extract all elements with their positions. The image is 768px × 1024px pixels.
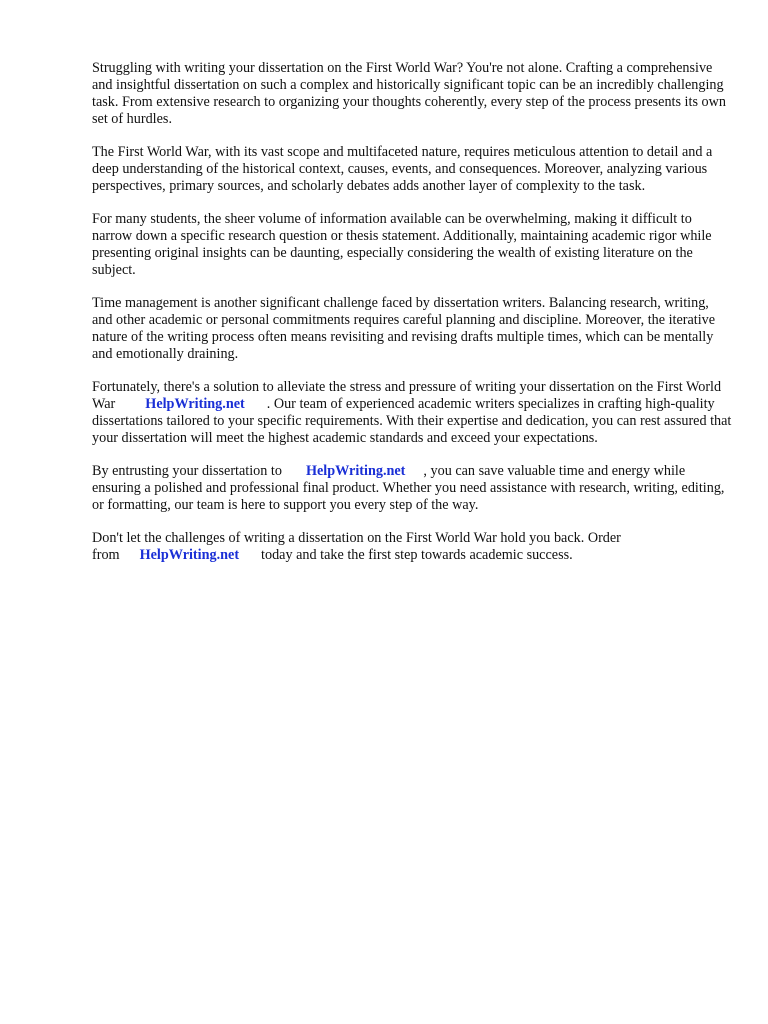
paragraph-closing (92, 530, 732, 564)
helpwriting-link[interactable]: HelpWriting.net (139, 547, 240, 563)
document-page (92, 60, 732, 580)
paragraph-entrust-text-start: By entrusting your dissertation to (92, 463, 282, 479)
paragraph-volume: For many students, the sheer volume of information available can be overwhelming, making it difficult to narrow down a specific research question or thesis statement. Additionally, maintaining academic rigor while presenting original insights can be daunting, especially considering the wealth of existing literature on the subject. (92, 211, 712, 278)
paragraph-closing-text-end: today and take the first step towards academic success. (261, 547, 573, 563)
paragraph-closing-text-start: Don't let the challenges of writing a dissertation on the First World War hold you back. Order from (92, 530, 621, 563)
paragraph-solution-text-end: . Our team of experienced academic writers specializes in crafting high-quality dissertations tailored to your specific requirements. With their expertise and dedication, you can rest assured that your dissertation will meet the highest academic standards and exceed your expectations. (92, 396, 732, 446)
paragraph-entrust (92, 463, 732, 514)
paragraph-intro: Struggling with writing your dissertation on the First World War? You're not alone. Crafting a comprehensive and insightful dissertation on such a complex and historically significant topic can be an incredibly challenging task. From extensive research to organizing your thoughts coherently, every step of the process presents its own set of hurdles. (92, 60, 726, 127)
helpwriting-link[interactable]: HelpWriting.net (145, 396, 245, 412)
paragraph-entrust-text-end: , you can save valuable time and energy while ensuring a polished and professional final product. Whether you need assistance with research, writing, editing, or formatting, our team is here to support you every step of the way. (92, 463, 725, 513)
paragraph-scope: The First World War, with its vast scope and multifaceted nature, requires meticulous attention to detail and a deep understanding of the historical context, causes, events, and consequences. Moreover, analyzing various perspectives, primary sources, and scholarly debates adds another layer of complexity to the task. (92, 144, 713, 194)
paragraph-solution-text-start: Fortunately, there's a solution to alleviate the stress and pressure of writing your dissertation on the First World War (92, 379, 722, 412)
paragraph-time-management: Time management is another significant challenge faced by dissertation writers. Balancing research, writing, and other academic or personal commitments requires careful planning and discipline. Moreover, the iterative nature of the writing process often means revisiting and revising drafts multiple times, which can be mentally and emotionally draining. (92, 295, 716, 362)
helpwriting-link[interactable]: HelpWriting.net (305, 463, 406, 479)
paragraph-solution (92, 379, 732, 447)
